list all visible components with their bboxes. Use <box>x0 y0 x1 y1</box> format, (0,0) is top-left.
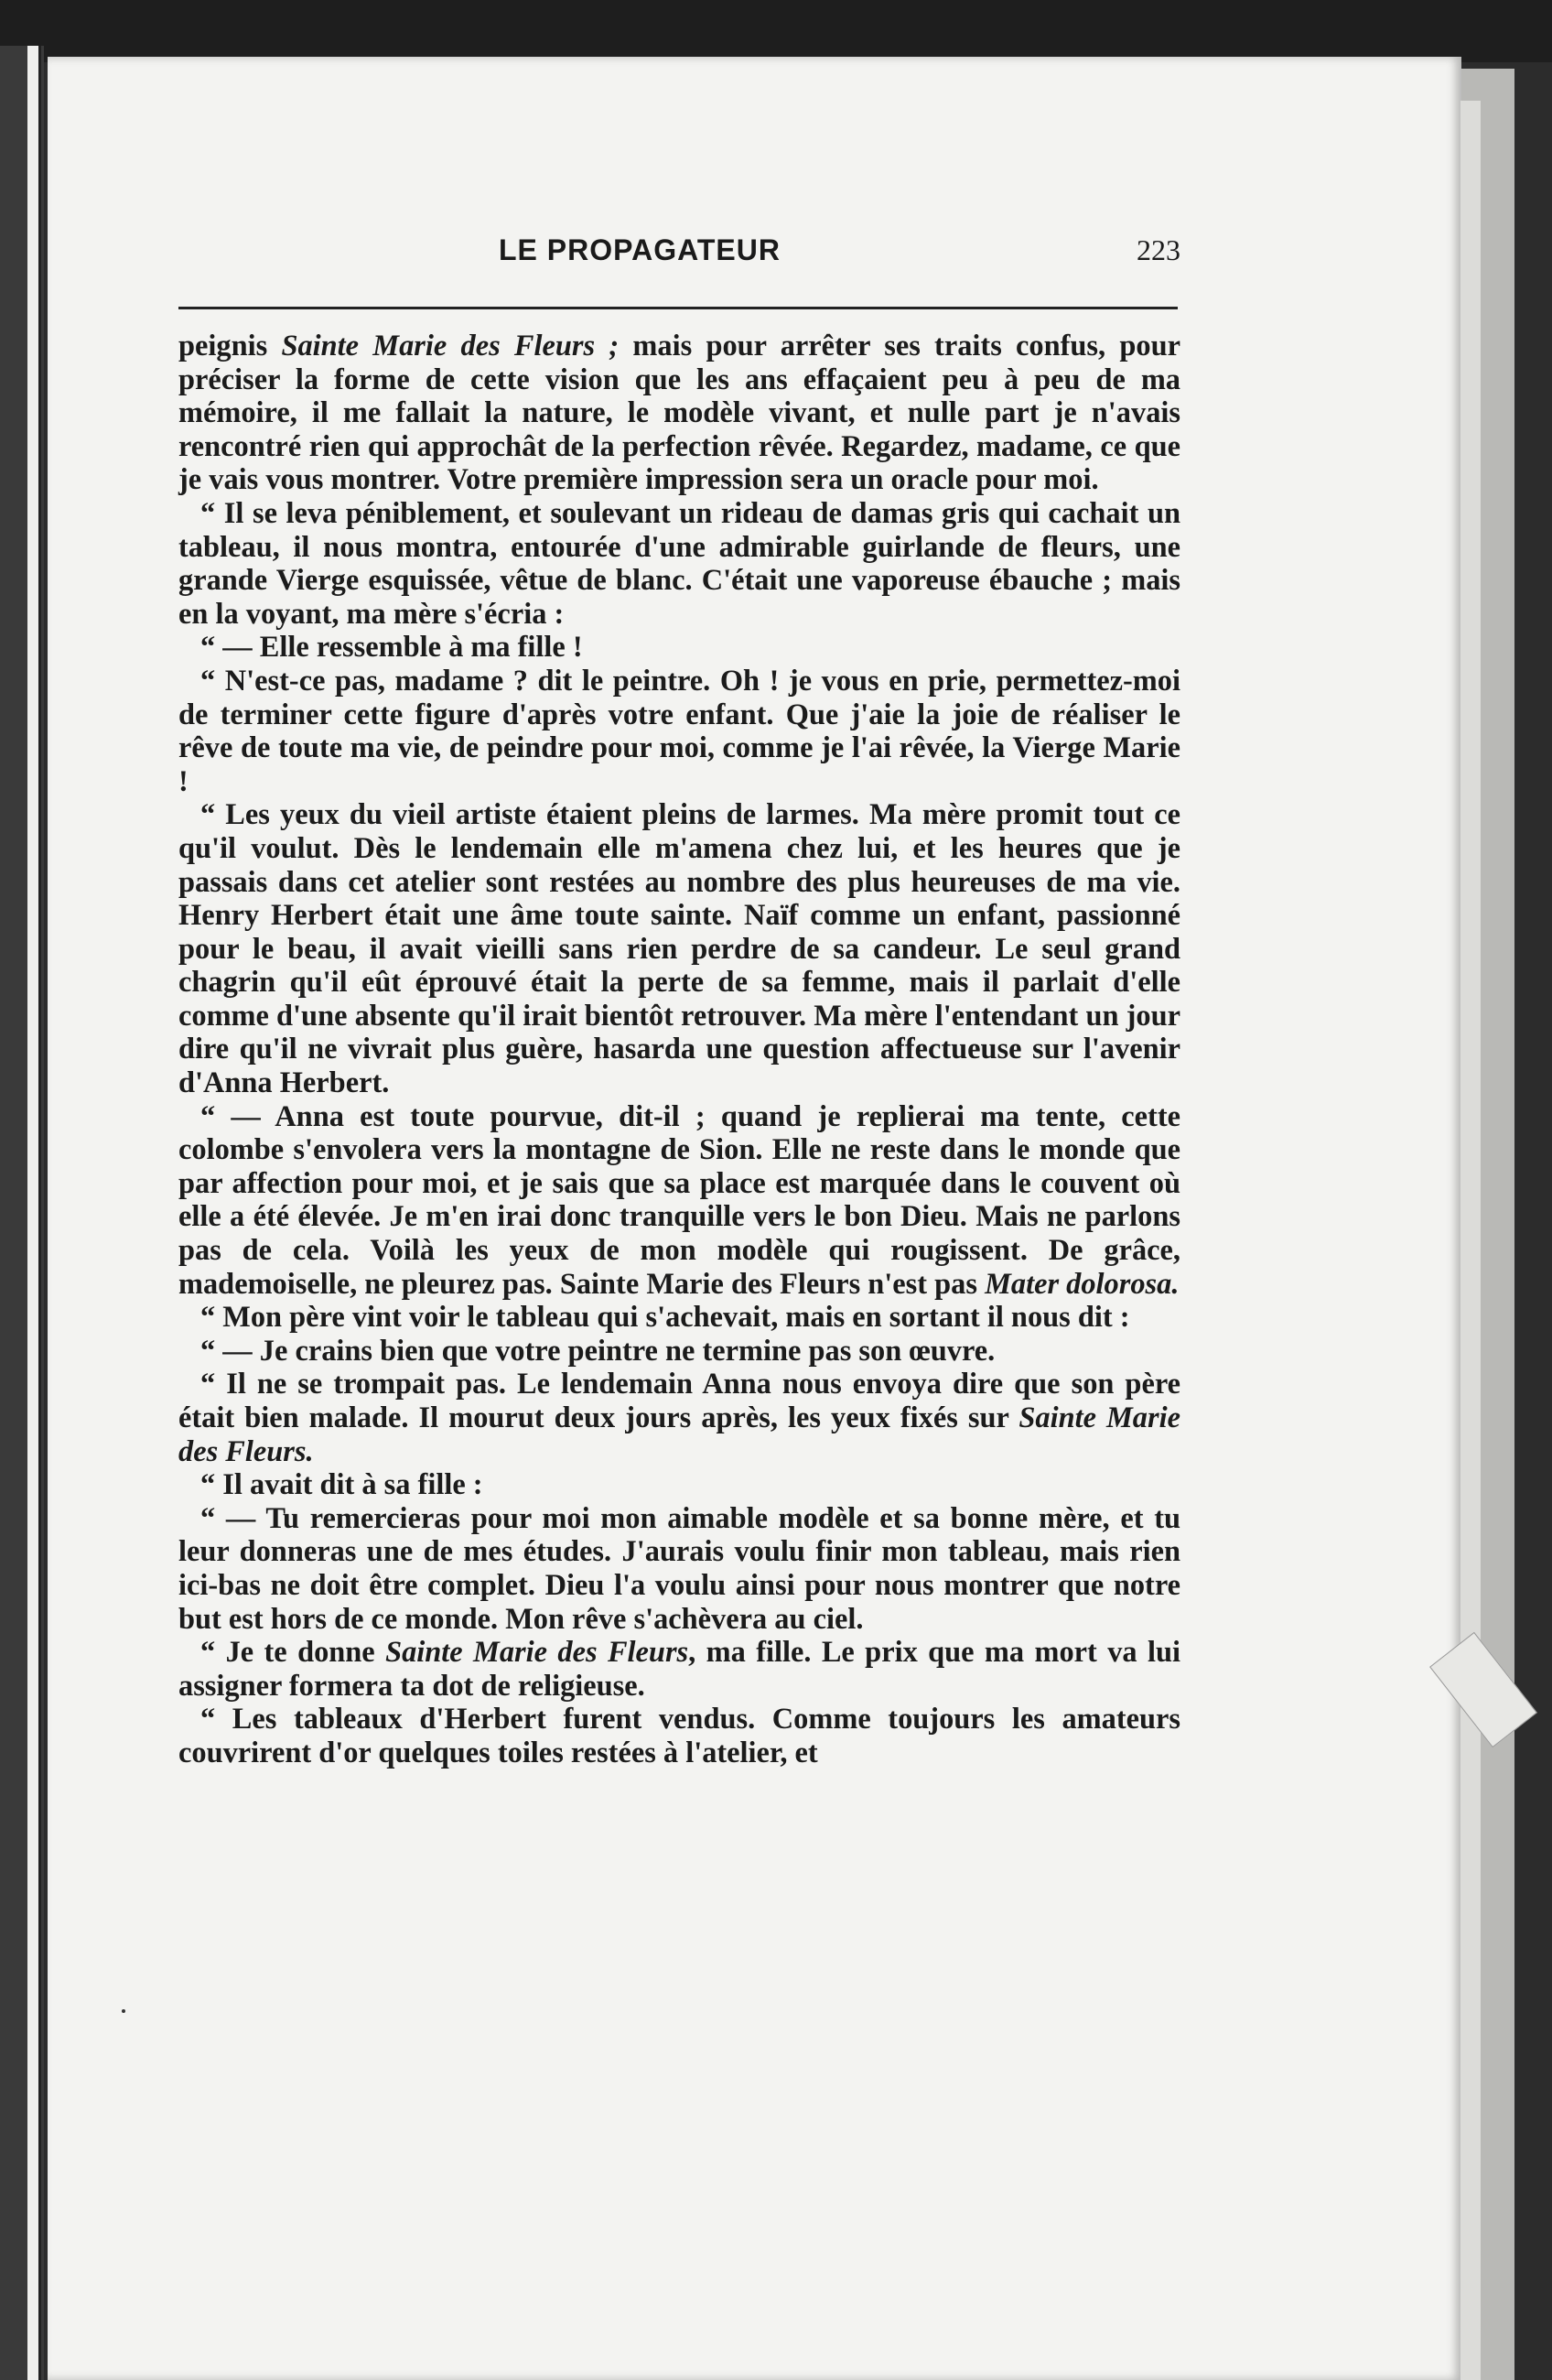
paragraph: “ Les tableaux d'Herbert furent vendus. Comme toujours les amateurs couvrirent d'or quelques toiles restées à l'atelier, et <box>178 1703 1180 1769</box>
paragraph: peignis Sainte Marie des Fleurs ; mais pour arrêter ses traits confus, pour préciser la forme de cette vision que les ans effaçaient peu à peu de ma mémoire, il me fallait la nature, le modèle vivant, et nulle part je n'avais rencontré rien qui approchât de la perfection rêvée. Regardez, madame, ce que je vais vous montrer. Votre première impression sera un oracle pour moi. <box>178 330 1180 497</box>
paragraph: “ Il se leva péniblement, et soulevant un rideau de damas gris qui cachait un tableau, il nous montra, entourée d'une admirable guirlande de fleurs, une grande Vierge esquissée, vêtue de blanc. C'était une vaporeuse ébauche ; mais en la voyant, ma mère s'écria : <box>178 496 1180 631</box>
paragraph: “ N'est-ce pas, madame ? dit le peintre. Oh ! je vous en prie, permettez-moi de terminer cette figure d'après votre enfant. Que j'aie la joie de réaliser le rêve de toute ma vie, de peindre pour moi, comme je l'ai rêvée, la Vierge Marie ! <box>178 664 1180 798</box>
facing-page-edge <box>27 46 41 2380</box>
paragraph: “ — Elle ressemble à ma fille ! <box>200 631 583 665</box>
body-text <box>178 330 1180 1770</box>
header-rule <box>178 307 1178 309</box>
paragraph: “ Mon père vint voir le tableau qui s'achevait, mais en sortant il nous dit : <box>200 1301 1130 1335</box>
paragraph: “ Il avait dit à sa fille : <box>200 1468 483 1502</box>
running-title: LE PROPAGATEUR <box>499 233 781 266</box>
paragraph: “ Les yeux du vieil artiste étaient pleins de larmes. Ma mère promit tout ce qu'il voulut. Dès le lendemain elle m'amena chez lui, et les heures que je passais dans cet atelier sont restées au nombre des plus heureuses de ma vie. Henry Herbert était une âme toute sainte. Naïf comme un enfant, passionné pour le beau, il avait vieilli sans rien perdre de sa candeur. Le seul grand chagrin qu'il eût éprouvé était la perte de sa femme, mais il parlait d'elle comme d'une absente qu'il irait bientôt retrouver. Ma mère l'entendant un jour dire qu'il ne vivrait plus guère, hasarda une question affectueuse sur l'avenir d'Anna Herbert. <box>178 798 1180 1100</box>
paragraph: “ — Anna est toute pourvue, dit-il ; quand je replierai ma tente, cette colombe s'envolera vers la montagne de Sion. Elle ne reste dans le monde que par affection pour moi, et je sais que sa place est marquée dans le couvent où elle a été élevée. Je m'en irai donc tranquille vers le bon Dieu. Mais ne parlons pas de cela. Voilà les yeux de mon modèle qui rougissent. De grâce, mademoiselle, ne pleurez pas. Sainte Marie des Fleurs n'est pas Mater dolorosa. <box>178 1099 1180 1301</box>
paragraph: “ — Je crains bien que votre peintre ne termine pas son œuvre. <box>200 1334 996 1368</box>
page-fore-edge <box>1460 101 1481 2380</box>
running-head <box>178 233 1180 270</box>
ink-speck <box>122 2009 125 2013</box>
paragraph: “ — Tu remercieras pour moi mon aimable modèle et sa bonne mère, et tu leur donneras une de mes études. J'aurais voulu finir mon tableau, mais rien ici-bas ne doit être complet. Dieu l'a voulu ainsi pour nous montrer que notre but est hors de ce monde. Mon rêve s'achèvera au ciel. <box>178 1501 1180 1636</box>
page-number: 223 <box>1137 233 1180 266</box>
scan-top-border <box>0 0 1552 62</box>
paragraph: “ Je te donne Sainte Marie des Fleurs, ma fille. Le prix que ma mort va lui assigner formera ta dot de religieuse. <box>178 1636 1180 1703</box>
paragraph: “ Il ne se trompait pas. Le lendemain Anna nous envoya dire que son père était bien malade. Il mourut deux jours après, les yeux fixés sur Sainte Marie des Fleurs. <box>178 1368 1180 1468</box>
